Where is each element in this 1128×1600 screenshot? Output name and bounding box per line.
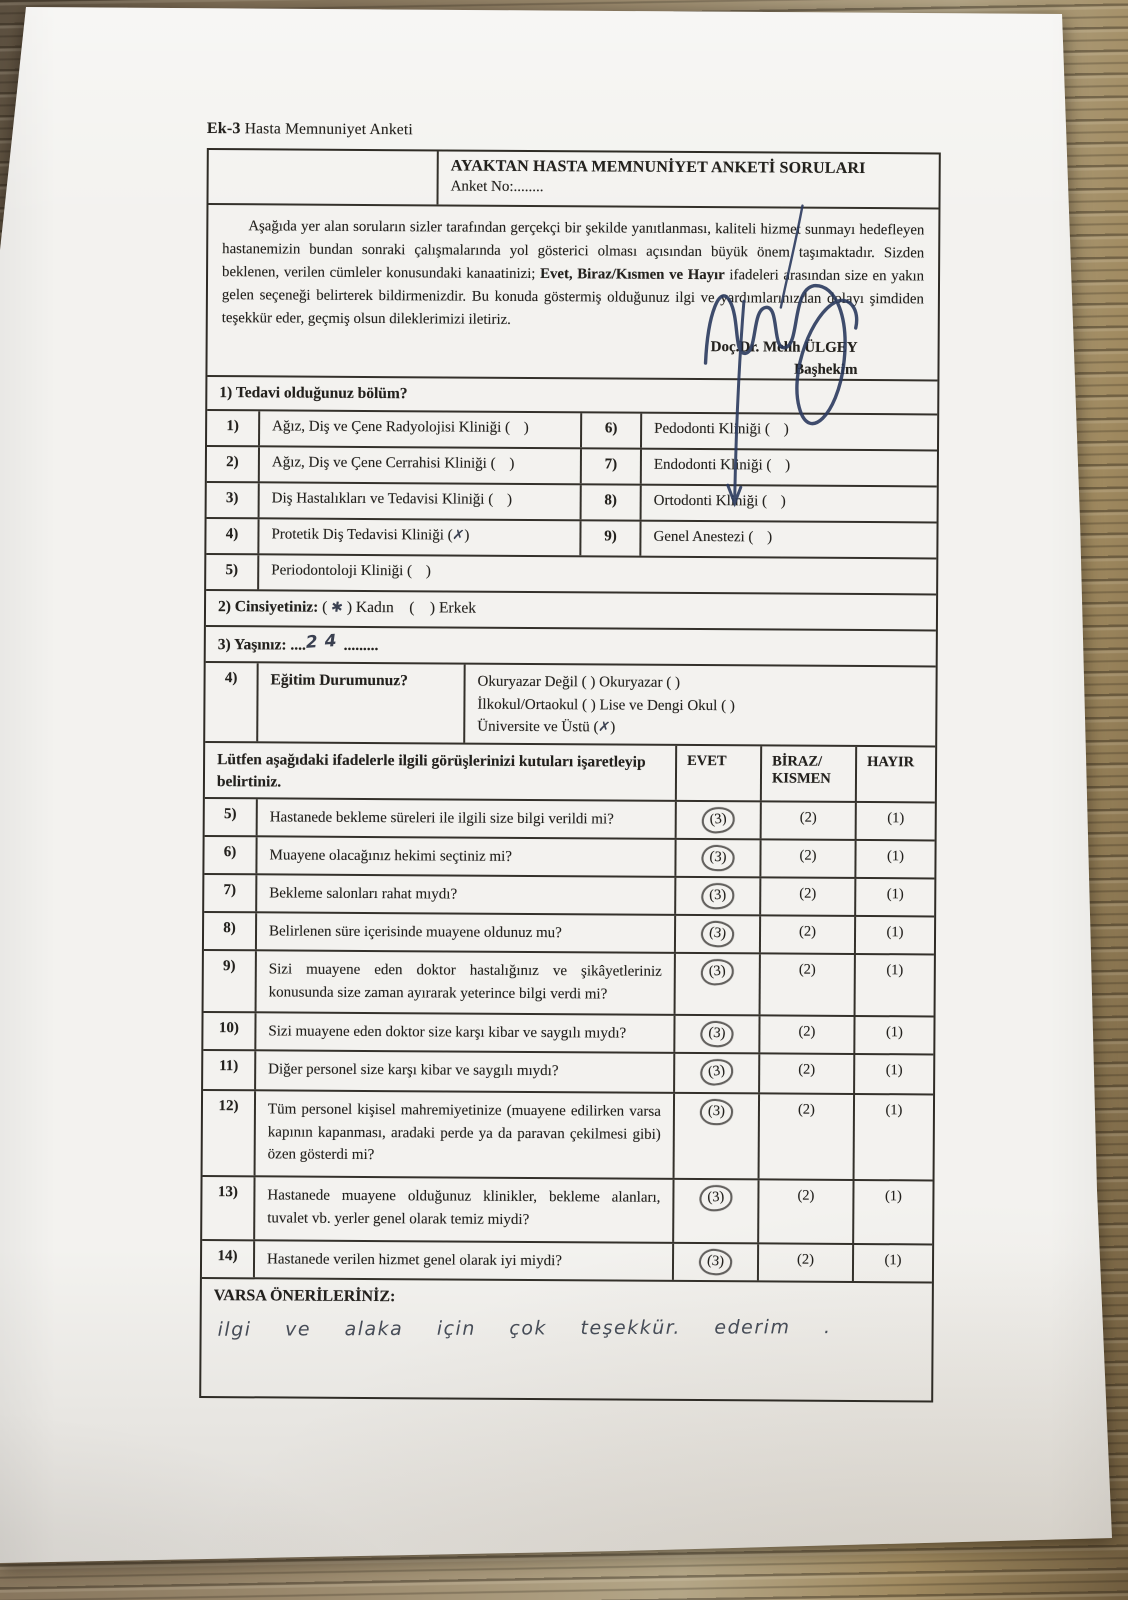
intro-text-2: ifadeleri arasından size en yakın gelen seçeneği belirterek bildirmenizdir. Bu konuda göstermiş olduğunuz ilgi ve yardımlarınızdan dolayı şimdiden teşekkür eder, geçmiş olsun dileklerimizi iletiriz. [221,267,925,329]
answer-hayir: (1) [885,1024,903,1041]
answer-hayir: (1) [885,1062,903,1079]
clinic-label-close: ) [779,421,789,438]
answer-value: (3) [708,962,727,980]
question-num: 12) [203,1091,257,1175]
clinic-num: 1) [207,411,260,445]
pen-mark [753,541,763,542]
clinic-label-close: ) [781,457,791,474]
ratings-header-row [205,743,935,803]
q1-title-row: 1) Tedavi olduğunuz bölüm? [207,377,937,415]
gender-option-erkek: ( ) Erkek [409,599,477,617]
rating-row-5 [205,799,935,841]
clinic-num: 7) [582,449,642,483]
clinic-row-5 [206,555,936,595]
intro-paragraph [222,215,925,335]
rating-row-11 [203,1051,933,1095]
handwritten-x-mark: ✗ [597,718,612,737]
column-header-hayir: HAYIR [867,754,915,771]
clinic-label: Endodonti Kliniği ( [653,456,772,474]
clinic-option [642,450,937,486]
clinic-option [260,483,582,519]
rating-row-7 [204,875,934,917]
education-option-line: Okuryazar Değil ( ) Okuryazar ( ) [477,673,681,691]
answer-biraz: (2) [762,802,857,839]
clinic-label: Pedodonti Kliniği ( [654,420,771,438]
question-num: 9) [204,951,257,1011]
answer-evet [676,840,761,877]
answer-evet [674,1244,759,1281]
column-header-evet: EVET [677,746,762,801]
education-num: 4) [205,663,258,741]
clinic-label: Periodontoloji Kliniği ( [271,562,413,580]
pen-mark [412,575,422,576]
rating-row-10 [203,1013,933,1055]
signature-block [221,334,857,381]
pen-circle-mark [699,1057,735,1087]
handwritten-age-value: 24 [305,630,345,653]
doc-label [207,120,941,152]
answer-evet [675,1054,760,1093]
anket-no-field: Anket No:........ [450,178,544,196]
answer-biraz: (2) [761,916,856,953]
question-text: Hastanede muayene olduğunuz klinikler, bekleme alanları, tuvalet vb. yerler genel olarak temiz miydi? [255,1177,674,1242]
clinic-label: Ağız, Diş ve Çene Radyolojisi Kliniği ( [272,418,511,436]
intro-text-1: Aşağıda yer alan soruların sizler tarafından gerçekçi bir şekilde yanıtlanması, kaliteli hizmet sunmayı hedefleyen hastanemizin bundan sonraki çalışmalarında yol gösterici olması açısından büyük önem taşımaktadır. Sizden beklenen, verilen cümleler konusundaki kanaatinizi; [222,218,925,283]
clinic-option [260,411,582,447]
pen-circle-mark [701,844,736,872]
question-num: 8) [204,913,257,949]
answer-biraz: (2) [761,840,856,877]
pen-mark [767,505,777,506]
clinic-option [259,519,581,555]
clinic-row-2 [207,447,937,487]
answer-value: (3) [707,1062,727,1081]
rating-row-14 [202,1241,932,1283]
rating-row-12 [203,1091,934,1181]
clinic-label-close: ) [763,529,773,546]
title-cell [438,151,938,207]
question-num: 10) [203,1013,256,1049]
answer-value: (3) [708,886,727,904]
clinic-num: 8) [582,485,642,519]
clinic-label-close: ) [519,419,529,436]
clinic-label-close: ) [505,455,515,472]
answer-hayir: (1) [887,810,905,827]
clinic-label: Diş Hastalıkları ve Tedavisi Kliniği ( [271,490,494,508]
clinic-option [642,414,937,450]
form-title: AYAKTAN HASTA MEMNUNİYET ANKETİ SORULARI [450,157,866,178]
ratings-instruction [205,743,677,800]
answer-evet [677,802,762,839]
pen-circle-mark [700,919,736,949]
answer-hayir: (1) [886,924,904,941]
question-text: Tüm personel kişisel mahremiyetinize (muayene edilirken varsa kapının kapanması, aradaki perde ya da paravan çekilmesi gibi) özen gösterdi mi? [256,1091,676,1178]
pen-circle-mark [701,806,736,835]
clinic-label: Protetik Diş Tedavisi Kliniği ( [271,526,453,544]
gender-row [206,591,936,631]
ratings-instruction-text: Lütfen aşağıdaki ifadelerle ilgili görüşlerinizi kutuları işaretleyip belirtiniz. [216,751,646,791]
col-biraz-line2: KISMEN [771,770,831,787]
clinic-option [259,555,936,593]
age-dots: ......... [343,636,379,655]
rating-row-9 [204,951,934,1017]
age-row [206,627,936,667]
clinic-label-close: ) [776,493,786,510]
gender-option-kadin: ) Kadın [342,598,410,617]
handwritten-suggestion: ilgi ve alaka için çok teşekkür. ederim . [217,1316,832,1341]
form-table [199,148,941,1402]
rating-row-6 [204,837,934,879]
handwritten-x-mark: ✗ [451,526,466,545]
answer-hayir: (1) [884,1188,902,1205]
answer-biraz: (2) [759,1180,854,1243]
answer-hayir: (1) [886,848,905,865]
clinic-row-4 [206,519,936,559]
rating-row-8 [204,913,934,955]
clinic-label: Genel Anestezi ( [653,528,754,546]
col-biraz-line1: BİRAZ/ [772,753,823,770]
question-num: 11) [203,1051,256,1089]
answer-value: (3) [706,1188,725,1206]
age-label: 3) Yaşınız: [217,636,287,654]
question-num: 5) [205,799,258,835]
answer-hayir: (1) [885,1102,903,1119]
title-row [208,150,938,209]
clinic-row-1 [207,411,937,451]
question-text: Hastanede verilen hizmet genel olarak iyi miydi? [255,1241,674,1280]
answer-evet [675,1094,761,1179]
pen-mark [771,469,781,470]
pen-circle-mark [699,1098,733,1126]
answer-value: (3) [708,924,728,943]
question-num: 14) [202,1241,255,1277]
education-label: Eğitim Durumunuz? [258,663,465,742]
intro-row [207,205,938,381]
clinic-num: 9) [581,521,641,555]
doc-label-rest: Hasta Memnuniyet Anketi [240,120,413,139]
clinic-label-close: ) [503,491,513,508]
pen-circle-mark [699,1184,734,1212]
clinic-num: 2) [207,447,260,481]
clinic-num: 4) [206,519,259,553]
question-text: Hastanede bekleme süreleri ile ilgili size bilgi verildi mi? [258,799,677,838]
education-option-line [477,716,923,741]
clinic-label: Ortodonti Kliniği ( [653,492,768,510]
education-option-line: İlkokul/Ortaokul ( ) Lise ve Dengi Okul ( ) [477,696,735,714]
signer-name: Doç.Dr. Melih ÜLGEY [710,339,858,357]
clinic-option [641,522,936,558]
answer-biraz: (2) [761,954,856,1015]
pen-mark [493,503,503,504]
question-text: Belirlenen süre içerisinde muayene oldunuz mu? [257,913,676,952]
question-num: 13) [202,1177,255,1239]
doc-label-bold: Ek-3 [206,120,241,138]
answer-evet [676,954,761,1015]
question-text: Bekleme salonları rahat mıydı? [257,875,676,914]
gender-label: 2) Cinsiyetiniz: [217,598,319,616]
handwritten-gender-mark: ✱ [330,599,345,617]
signer-title: Başhekim [794,361,858,379]
answer-evet [676,878,761,915]
education-options [465,665,935,746]
pen-circle-mark [700,958,735,987]
answer-value: (3) [707,1102,726,1120]
question-num: 6) [204,837,257,873]
education-paren-close: ) [610,719,616,736]
pen-mark [496,467,506,468]
clinic-num: 3) [207,483,260,517]
answer-value: (3) [708,810,728,828]
answer-biraz: (2) [761,878,856,915]
answer-hayir: (1) [886,886,904,903]
suggestions-row [201,1279,932,1400]
answer-biraz: (2) [760,1054,855,1093]
clinic-label: Ağız, Diş ve Çene Cerrahisi Kliniği ( [271,454,496,472]
answer-hayir: (1) [884,1252,902,1269]
question-text: Sizi muayene eden doktor size karşı kibar ve saygılı mıydı? [256,1013,675,1052]
rating-row-13 [202,1177,932,1245]
clinic-option [642,486,937,522]
clinic-label-close: ) [464,527,470,544]
pen-mark [510,431,520,432]
question-text: Sizi muayene eden doktor hastalığınız ve şikâyetleriniz konusunda size zaman ayırarak yeterince bilgi verdi mi? [257,951,676,1014]
answer-biraz: (2) [760,1094,856,1179]
answer-value: (3) [709,848,728,866]
answer-hayir: (1) [886,962,904,979]
answer-biraz: (2) [759,1244,854,1281]
survey-form [199,120,941,1402]
suggestions-label: VARSA ÖNERİLERİNİZ: [213,1287,396,1306]
clinic-row-3 [207,483,937,523]
age-dots: .... [286,636,306,654]
pen-circle-mark [701,882,735,909]
answer-evet [676,916,761,953]
intro-text-bold: Evet, Biraz/Kısmen ve Hayır [540,266,725,284]
answer-evet [674,1180,759,1243]
answer-value: (3) [707,1024,727,1042]
answer-evet [675,1016,760,1053]
question-text: Muayene olacağınız hekimi seçtiniz mi? [257,837,676,876]
answer-value: (3) [706,1252,725,1271]
education-row [205,663,935,747]
clinic-num: 6) [582,413,642,447]
clinic-num: 5) [206,555,259,589]
question-num: 7) [204,875,257,911]
question-text: Diğer personel size karşı kibar ve saygılı mıydı? [256,1051,675,1092]
education-option-uni: Üniversite ve Üstü ( [477,718,599,736]
column-header-biraz-kismen [762,746,857,801]
gender-paren-open: ( [318,598,332,616]
clinic-label-close: ) [422,563,431,580]
pen-circle-mark [699,1020,734,1049]
clinic-option [260,447,582,483]
answer-biraz: (2) [760,1016,855,1053]
pen-mark [770,433,780,434]
title-row-empty-cell [208,150,438,204]
pen-circle-mark [698,1247,734,1276]
